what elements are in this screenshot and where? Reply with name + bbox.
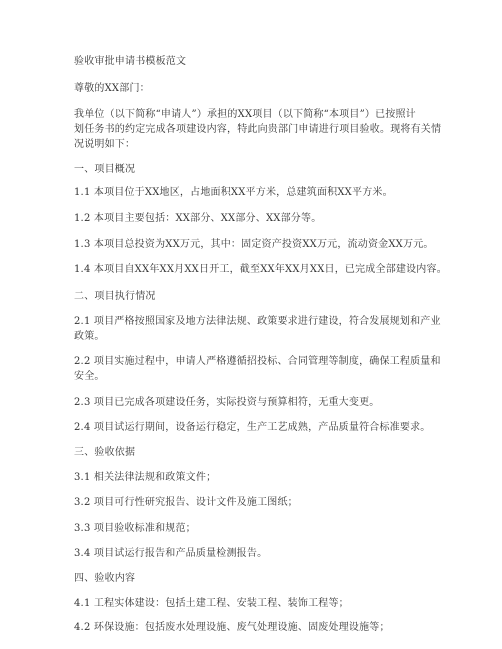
section-item: 1.2 本项目主要包括：XX部分、XX部分、XX部分等。 <box>74 213 322 224</box>
section-item: 4.1 工程实体建设：包括土建工程、安装工程、装饰工程等； <box>74 598 349 609</box>
section-heading: 一、项目概况 <box>74 164 136 175</box>
section-item: 1.3 本项目总投资为XX万元，其中：固定资产投资XX万元，流动资金XX万元。 <box>74 239 434 250</box>
section-item: 2.4 项目试运行期间，设备运行稳定，生产工艺成熟，产品质量符合标准要求。 <box>74 422 431 433</box>
section-item: 4.2 环保设施：包括废水处理设施、废气处理设施、固废处理设施等； <box>74 622 390 633</box>
section-item: 3.3 项目验收标准和规范； <box>74 523 196 534</box>
document-title: 验收审批申请书模板范文 <box>74 56 187 67</box>
section-item-continued: 安全。 <box>74 371 105 382</box>
section-item: 1.4 本项目自XX年XX月XX日开工，截至XX年XX月XX日，已完成全部建设内容。 <box>74 264 447 275</box>
section-item: 3.4 项目试运行报告和产品质量检测报告。 <box>74 548 268 559</box>
section-item: 3.1 相关法律法规和政策文件； <box>74 472 217 483</box>
section-item-continued: 政策。 <box>74 331 105 342</box>
section-heading: 四、验收内容 <box>74 573 136 584</box>
section-heading: 二、项目执行情况 <box>74 291 156 302</box>
section-item: 2.1 项目严格按照国家及地方法律法规、政策要求进行建设，符合发展规划和产业 <box>74 316 441 327</box>
section-heading: 三、验收依据 <box>74 447 136 458</box>
intro-line: 我单位（以下简称“申请人”）承担的XX项目（以下简称“本项目”）已按照计 <box>74 109 416 120</box>
section-item: 3.2 项目可行性研究报告、设计文件及施工图纸； <box>74 497 298 508</box>
salutation: 尊敬的XX部门： <box>74 83 150 94</box>
section-item: 1.1 本项目位于XX地区，占地面积XX平方米，总建筑面积XX平方米。 <box>74 187 393 198</box>
section-item: 2.3 项目已完成各项建设任务，实际投资与预算相符，无重大变更。 <box>74 397 380 408</box>
intro-line: 划任务书的约定完成各项建设内容，特此向贵部门申请进行项目验收。现将有关情 <box>74 124 442 135</box>
intro-line: 况说明如下： <box>74 139 136 150</box>
section-item: 2.2 项目实施过程中，申请人严格遵循招投标、合同管理等制度，确保工程质量和 <box>74 356 441 367</box>
